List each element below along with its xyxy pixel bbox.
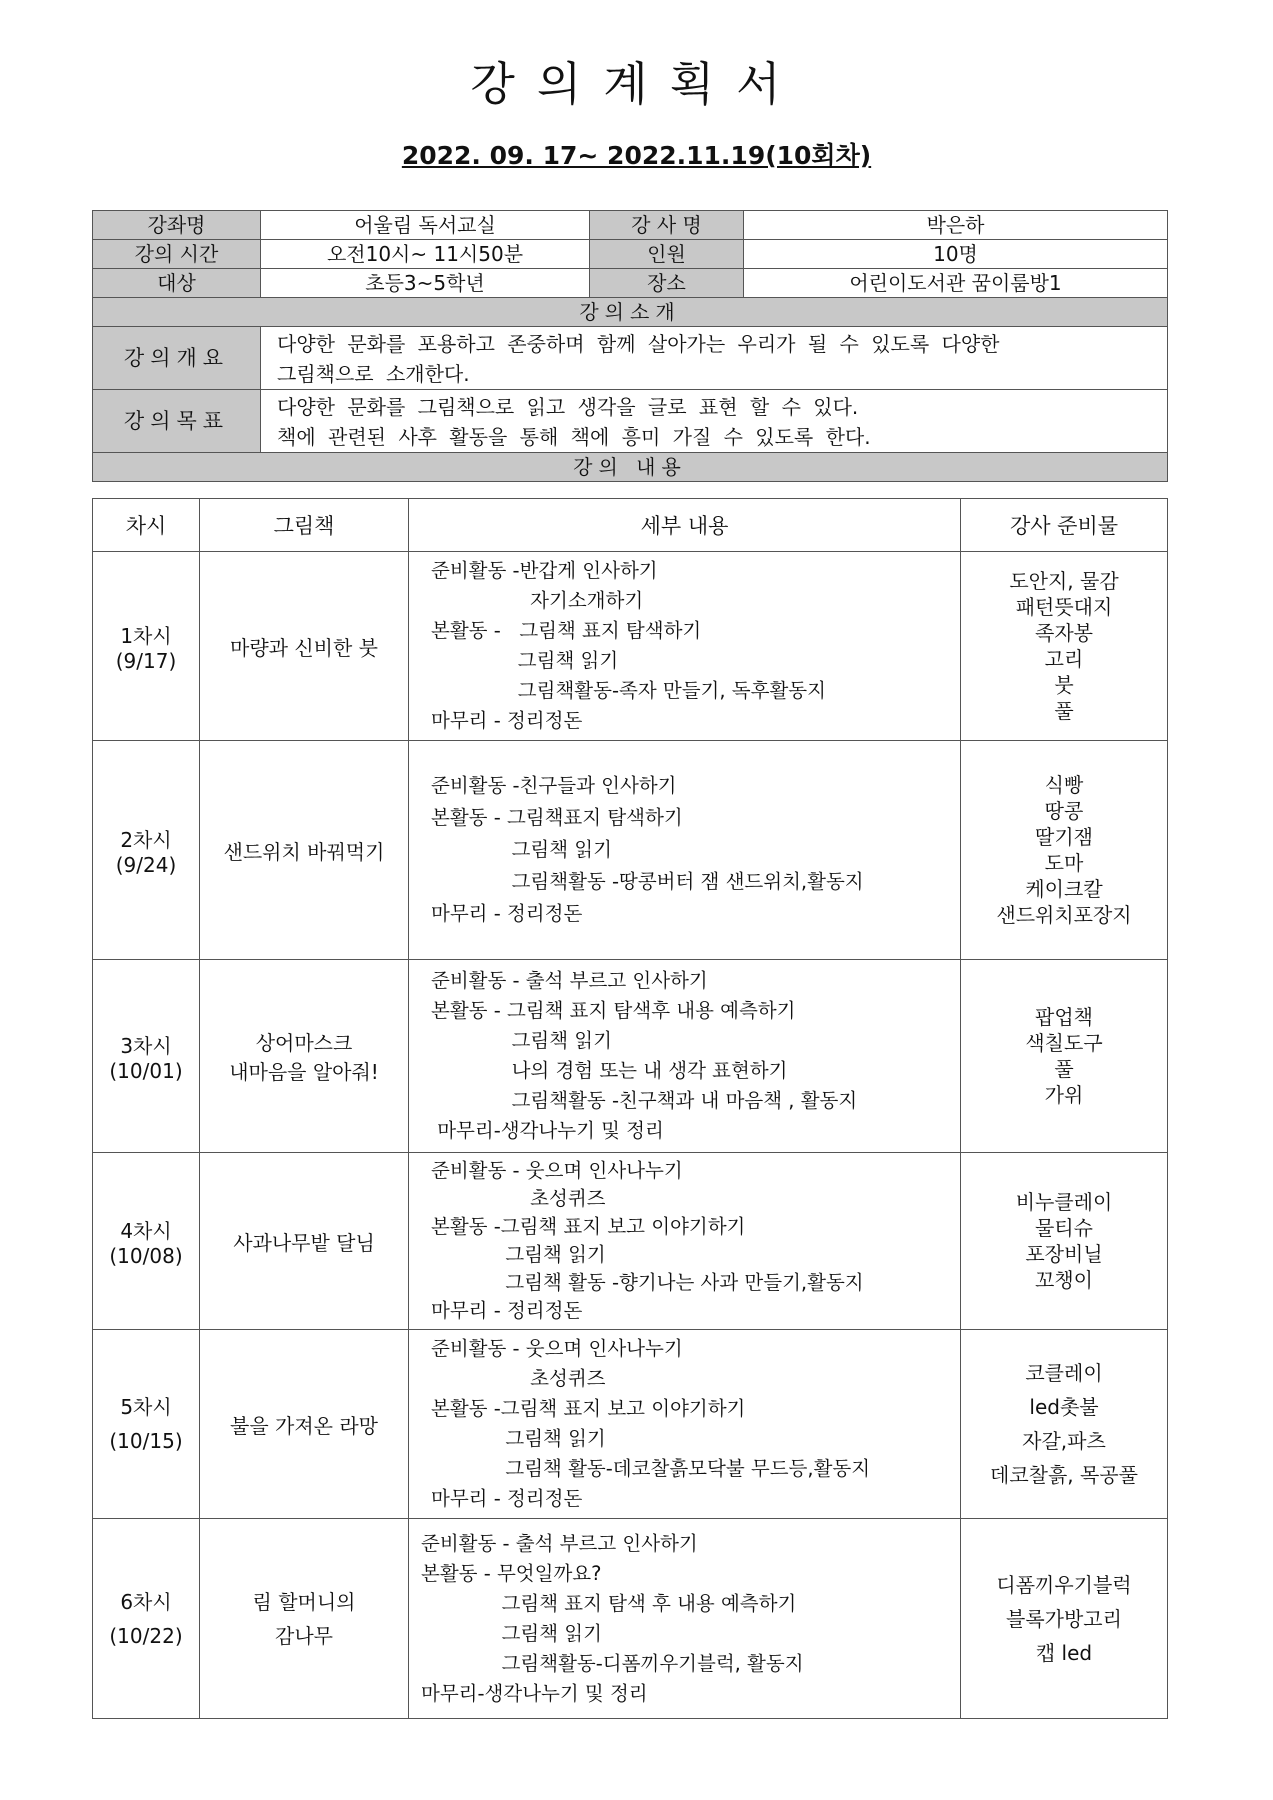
table-row xyxy=(93,552,1168,741)
course-value: 어울림 독서교실 xyxy=(261,211,590,240)
time-label: 강의 시간 xyxy=(93,240,261,269)
instructor-label: 강 사 명 xyxy=(590,211,744,240)
session-date: (10/08) xyxy=(109,1243,183,1268)
session-materials: 비누클레이 물티슈 포장비닐 꼬챙이 xyxy=(961,1153,1168,1330)
session-cell xyxy=(93,1153,200,1330)
place-value: 어린이도서관 꿈이룸방1 xyxy=(744,269,1168,298)
instructor-value: 박은하 xyxy=(744,211,1168,240)
session-number: 3차시 xyxy=(120,1033,172,1058)
session-number: 4차시 xyxy=(120,1218,172,1243)
session-materials: 디폼끼우기블럭 블록가방고리 캡 led xyxy=(961,1519,1168,1719)
session-date: (9/24) xyxy=(115,852,177,877)
book-title: 사과나무밭 달님 xyxy=(200,1153,409,1330)
period-heading: 2022. 09. 17~ 2022.11.19(10회차) xyxy=(401,141,872,170)
session-detail: 준비활동 -친구들과 인사하기 본활동 - 그림책표지 탐색하기 그림책 읽기 그림책활동 -땅콩버터 잼 샌드위치,활동지 마무리 - 정리정돈 xyxy=(409,741,961,960)
info-table xyxy=(92,210,1168,482)
time-value: 오전10시~ 11시50분 xyxy=(261,240,590,269)
session-materials: 코클레이 led촛불 자갈,파츠 데코찰흙, 목공풀 xyxy=(961,1330,1168,1519)
book-title: 상어마스크 내마음을 알아줘! xyxy=(200,960,409,1153)
session-materials: 식빵 땅콩 딸기잼 도마 케이크칼 샌드위치포장지 xyxy=(961,741,1168,960)
content-band: 강의 내용 xyxy=(93,453,1168,482)
header-book: 그림책 xyxy=(200,499,409,552)
book-title: 마량과 신비한 붓 xyxy=(200,552,409,741)
capacity-label: 인원 xyxy=(590,240,744,269)
table-row xyxy=(93,960,1168,1153)
session-materials: 팝업책 색칠도구 풀 가위 xyxy=(961,960,1168,1153)
book-title: 불을 가져온 라망 xyxy=(200,1330,409,1519)
session-cell xyxy=(93,741,200,960)
goal-line-1: 다양한 문화를 그림책으로 읽고 생각을 글로 표현 할 수 있다. xyxy=(277,395,859,419)
session-number: 1차시 xyxy=(120,623,172,648)
session-detail: 준비활동 - 웃으며 인사나누기 초성퀴즈 본활동 -그림책 표지 보고 이야기하기 그림책 읽기 그림책 활동-데코찰흙모닥불 무드등,활동지 마무리 - 정리정돈 xyxy=(409,1330,961,1519)
intro-band: 강의소개 xyxy=(93,298,1168,327)
table-row xyxy=(93,1330,1168,1519)
book-title: 림 할머니의 감나무 xyxy=(200,1519,409,1719)
session-materials: 도안지, 물감 패턴뜻대지 족자봉 고리 붓 풀 xyxy=(961,552,1168,741)
overview-line-1: 다양한 문화를 포용하고 존중하며 함께 살아가는 우리가 될 수 있도록 다양한 xyxy=(277,332,1000,356)
overview-label: 강의개요 xyxy=(93,327,261,390)
target-label: 대상 xyxy=(93,269,261,298)
target-value: 초등3~5학년 xyxy=(261,269,590,298)
table-row xyxy=(93,1519,1168,1719)
session-cell xyxy=(93,1330,200,1519)
schedule-table xyxy=(92,498,1168,1719)
session-date: (10/22) xyxy=(109,1623,183,1648)
course-label: 강좌명 xyxy=(93,211,261,240)
session-date: (10/01) xyxy=(109,1058,183,1083)
session-number: 6차시 xyxy=(120,1589,172,1614)
place-label: 장소 xyxy=(590,269,744,298)
session-detail: 준비활동 - 웃으며 인사나누기 초성퀴즈 본활동 -그림책 표지 보고 이야기하기 그림책 읽기 그림책 활동 -향기나는 사과 만들기,활동지 마무리 - 정리정돈 xyxy=(409,1153,961,1330)
session-date: (10/15) xyxy=(109,1429,183,1453)
session-number: 2차시 xyxy=(120,827,172,852)
goal-text xyxy=(261,390,1168,453)
session-date: (9/17) xyxy=(115,648,177,673)
session-detail: 준비활동 - 출석 부르고 인사하기 본활동 - 그림책 표지 탐색후 내용 예측하기 그림책 읽기 나의 경험 또는 내 생각 표현하기 그림책활동 -친구책과 내 마음책 , 활동지 마무리-생각나누기 및 정리 xyxy=(409,960,961,1153)
table-row xyxy=(93,1153,1168,1330)
header-materials: 강사 준비물 xyxy=(961,499,1168,552)
session-cell xyxy=(93,552,200,741)
session-detail: 준비활동 - 출석 부르고 인사하기 본활동 - 무엇일까요? 그림책 표지 탐색 후 내용 예측하기 그림책 읽기 그림책활동-디폼끼우기블럭, 활동지 마무리-생각나누기 및 정리 xyxy=(409,1519,961,1719)
overview-line-2: 그림책으로 소개한다. xyxy=(277,362,470,386)
session-cell xyxy=(93,1519,200,1719)
capacity-value: 10명 xyxy=(744,240,1168,269)
table-row xyxy=(93,741,1168,960)
goal-label: 강의목표 xyxy=(93,390,261,453)
session-number: 5차시 xyxy=(120,1395,172,1419)
page-title: 강의계획서 xyxy=(470,57,803,111)
session-cell xyxy=(93,960,200,1153)
session-detail: 준비활동 -반갑게 인사하기 자기소개하기 본활동 - 그림책 표지 탐색하기 그림책 읽기 그림책활동-족자 만들기, 독후활동지 마무리 - 정리정돈 xyxy=(409,552,961,741)
goal-line-2: 책에 관련된 사후 활동을 통해 책에 흥미 가질 수 있도록 한다. xyxy=(277,425,871,449)
header-detail: 세부 내용 xyxy=(409,499,961,552)
header-session: 차시 xyxy=(93,499,200,552)
overview-text xyxy=(261,327,1168,390)
book-title: 샌드위치 바꿔먹기 xyxy=(200,741,409,960)
